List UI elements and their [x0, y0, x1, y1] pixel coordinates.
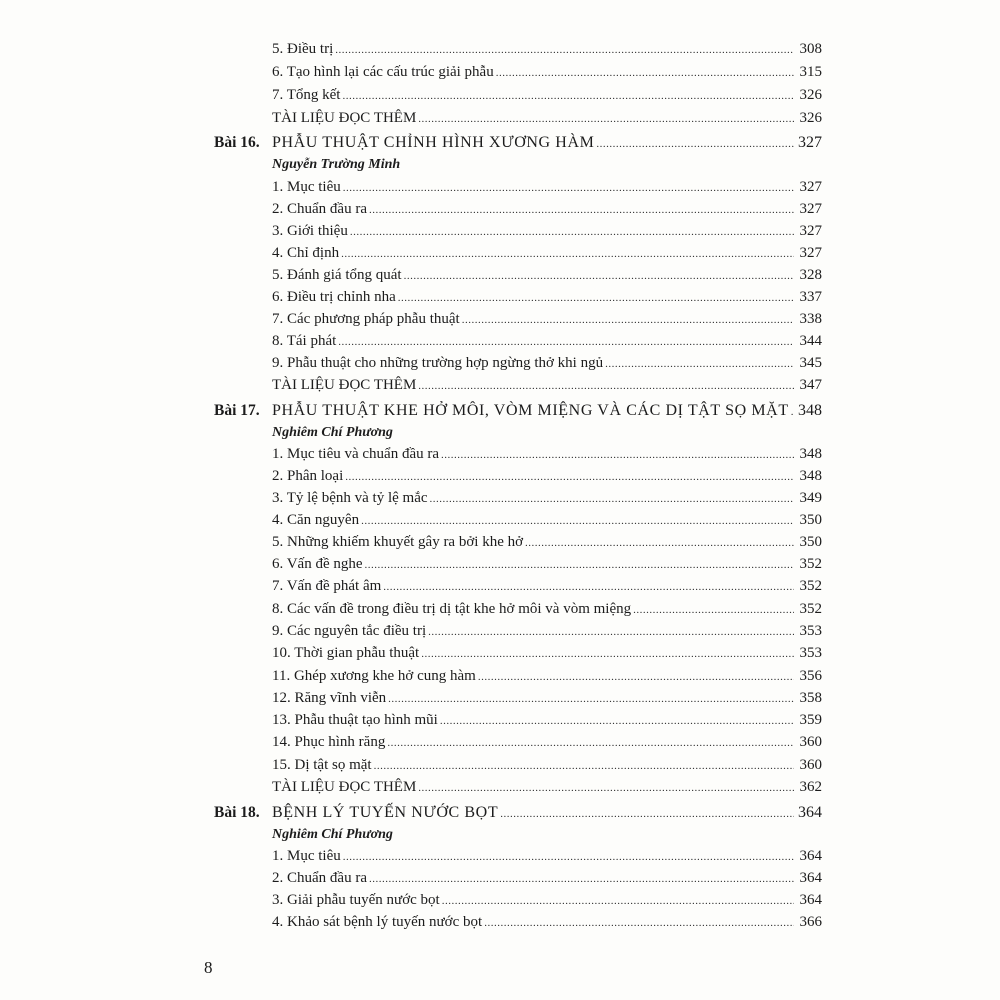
toc-entry[interactable]	[272, 711, 822, 730]
dot-leader	[369, 870, 794, 888]
dot-leader	[343, 179, 794, 197]
dot-leader	[365, 556, 794, 574]
toc-entry-title: 13. Phẫu thuật tạo hình mũi	[272, 712, 438, 728]
toc-entry-title: 2. Phân loại	[272, 468, 344, 484]
toc-entry-page: 350	[799, 534, 822, 550]
toc-entry[interactable]	[272, 489, 822, 508]
dot-leader	[605, 355, 794, 373]
toc-entry-page: 362	[799, 779, 822, 795]
toc-entry-title: 6. Vấn đề nghe	[272, 556, 363, 572]
toc-entry-title: 1. Mục tiêu	[272, 179, 341, 195]
dot-leader	[462, 311, 794, 329]
toc-entry-page: 326	[799, 110, 822, 126]
chapter-entry[interactable]	[272, 804, 822, 823]
toc-entry-title: 3. Giới thiệu	[272, 223, 348, 239]
dot-leader	[398, 289, 794, 307]
toc-entry-page: 315	[799, 64, 822, 80]
toc-entry[interactable]	[272, 891, 822, 910]
toc-entry-title: 7. Tổng kết	[272, 87, 341, 103]
toc-entry[interactable]	[272, 667, 822, 686]
dot-leader	[418, 779, 794, 797]
toc-entry-page: 356	[799, 668, 822, 684]
dot-leader	[596, 135, 794, 153]
dot-leader	[496, 64, 794, 82]
toc-entry[interactable]	[272, 288, 822, 307]
toc-entry-title: 4. Khảo sát bệnh lý tuyến nước bọt	[272, 914, 483, 930]
toc-entry-page: 352	[799, 578, 822, 594]
toc-entry-page: 352	[799, 556, 822, 572]
toc-entry-title: 5. Những khiếm khuyết gây ra bởi khe hở	[272, 534, 524, 550]
toc-entry-page: 328	[799, 267, 822, 283]
toc-entry-page: 360	[799, 757, 822, 773]
dot-leader	[430, 490, 794, 508]
toc-entry-page: 353	[799, 645, 822, 661]
toc-entry-title: 12. Răng vĩnh viễn	[272, 690, 387, 706]
toc-entry[interactable]	[272, 511, 822, 530]
chapter-title: BỆNH LÝ TUYẾN NƯỚC BỌT	[272, 804, 499, 821]
dot-leader	[633, 601, 794, 619]
toc-entry-title: 5. Đánh giá tổng quát	[272, 267, 402, 283]
chapter-entry[interactable]	[272, 134, 822, 153]
toc-entry-page: 364	[799, 848, 822, 864]
toc-entry[interactable]	[272, 689, 822, 708]
toc-entry-page: 349	[799, 490, 822, 506]
dot-leader	[478, 668, 794, 686]
chapter-label: Bài 16.	[214, 134, 260, 151]
dot-leader	[388, 690, 794, 708]
toc-entry[interactable]	[272, 376, 822, 395]
toc-entry-title: 4. Căn nguyên	[272, 512, 360, 528]
dot-leader	[500, 805, 794, 823]
chapter-page: 327	[798, 134, 822, 151]
toc-entry-title: 9. Phẫu thuật cho những trường hợp ngừng thở khi ngủ	[272, 355, 604, 371]
toc-entry-page: 359	[799, 712, 822, 728]
toc-entry[interactable]	[272, 913, 822, 932]
chapter-title: PHẪU THUẬT KHE HỞ MÔI, VÒM MIỆNG VÀ CÁC DỊ TẬT SỌ MẶT	[272, 402, 789, 419]
toc-entry[interactable]	[272, 533, 822, 552]
toc-entry[interactable]	[272, 644, 822, 663]
dot-leader	[341, 245, 794, 263]
toc-entry[interactable]	[272, 109, 822, 128]
toc-entry-title: 2. Chuẩn đầu ra	[272, 870, 367, 886]
toc-entry-page: 366	[799, 914, 822, 930]
toc-entry-title: 15. Dị tật sọ mặt	[272, 757, 372, 773]
toc-entry-title: 9. Các nguyên tắc điều trị	[272, 623, 427, 639]
toc-entry-page: 327	[799, 201, 822, 217]
dot-leader	[369, 201, 794, 219]
toc-entry[interactable]	[272, 63, 822, 82]
toc-entry-page: 337	[799, 289, 822, 305]
dot-leader	[418, 110, 794, 128]
toc-entry[interactable]	[272, 310, 822, 329]
dot-leader	[361, 512, 794, 530]
toc-entry[interactable]	[272, 778, 822, 797]
toc-entry[interactable]	[272, 354, 822, 373]
toc-entry-title: 10. Thời gian phẫu thuật	[272, 645, 420, 661]
toc-entry[interactable]	[272, 244, 822, 263]
toc-entry-page: 352	[799, 601, 822, 617]
toc-entry[interactable]	[272, 200, 822, 219]
toc-entry[interactable]	[272, 222, 822, 241]
dot-leader	[421, 645, 794, 663]
toc-entry-title: 11. Ghép xương khe hở cung hàm	[272, 668, 476, 684]
chapter-title: PHẪU THUẬT CHỈNH HÌNH XƯƠNG HÀM	[272, 134, 595, 151]
chapter-label: Bài 17.	[214, 402, 260, 419]
toc-entry-title: 1. Mục tiêu và chuẩn đầu ra	[272, 446, 440, 462]
toc-entry-page: 327	[799, 223, 822, 239]
toc-entry[interactable]	[272, 733, 822, 752]
toc-entry[interactable]	[272, 40, 822, 59]
toc-entry[interactable]	[272, 178, 822, 197]
toc-entry-title: 7. Các phương pháp phẫu thuật	[272, 311, 460, 327]
toc-entry-page: 348	[799, 446, 822, 462]
toc-entry[interactable]	[272, 266, 822, 285]
dot-leader	[442, 892, 794, 910]
toc-entry-title: 4. Chỉ định	[272, 245, 340, 261]
toc-entry-title: 8. Các vấn đề trong điều trị dị tật khe hở môi và vòm miệng	[272, 601, 632, 617]
dot-leader	[383, 578, 794, 596]
dot-leader	[418, 377, 794, 395]
chapter-author: Nguyễn Trường Minh	[272, 157, 401, 172]
toc-entry[interactable]	[272, 555, 822, 574]
dot-leader	[484, 914, 794, 932]
toc-entry[interactable]	[272, 622, 822, 641]
toc-entry-page: 308	[799, 41, 822, 57]
toc-entry-title: 2. Chuẩn đầu ra	[272, 201, 367, 217]
chapter-label: Bài 18.	[214, 804, 260, 821]
toc-entry-title: 6. Điều trị chỉnh nha	[272, 289, 396, 305]
toc-entry[interactable]	[272, 847, 822, 866]
toc-entry-title: 5. Điều trị	[272, 41, 334, 57]
dot-leader	[350, 223, 794, 241]
chapter-author: Nghiêm Chí Phương	[272, 827, 393, 842]
toc-entry-page: 345	[799, 355, 822, 371]
toc-entry[interactable]	[272, 600, 822, 619]
toc-entry-page: 348	[799, 468, 822, 484]
dot-leader	[440, 712, 794, 730]
toc-entry-title: TÀI LIỆU ĐỌC THÊM	[272, 110, 417, 126]
toc-entry-title: 3. Giải phẫu tuyến nước bọt	[272, 892, 440, 908]
toc-entry-page: 338	[799, 311, 822, 327]
dot-leader	[428, 623, 794, 641]
toc-entry-page: 358	[799, 690, 822, 706]
toc-entry-page: 327	[799, 245, 822, 261]
toc-entry-page: 326	[799, 87, 822, 103]
toc-entry-page: 350	[799, 512, 822, 528]
dot-leader	[338, 333, 794, 351]
toc-entry-title: TÀI LIỆU ĐỌC THÊM	[272, 377, 417, 393]
toc-entry-title: 8. Tái phát	[272, 333, 337, 349]
dot-leader	[342, 87, 794, 105]
toc-entry[interactable]	[272, 756, 822, 775]
toc-entry-title: 7. Vấn đề phát âm	[272, 578, 382, 594]
toc-entry[interactable]	[272, 86, 822, 105]
toc-entry-title: 14. Phục hình răng	[272, 734, 386, 750]
toc-entry-title: TÀI LIỆU ĐỌC THÊM	[272, 779, 417, 795]
toc-entry-title: 3. Tỷ lệ bệnh và tỷ lệ mắc	[272, 490, 428, 506]
toc-entry-page: 344	[799, 333, 822, 349]
chapter-page: 348	[798, 402, 822, 419]
toc-entry-page: 364	[799, 870, 822, 886]
toc-entry-page: 327	[799, 179, 822, 195]
page-number: 8	[204, 958, 213, 977]
toc-entry-title: 6. Tạo hình lại các cấu trúc giải phẫu	[272, 64, 494, 80]
chapter-entry[interactable]	[272, 402, 822, 421]
dot-leader	[404, 267, 794, 285]
dot-leader	[791, 403, 794, 421]
toc-entry-page: 364	[799, 892, 822, 908]
dot-leader	[374, 757, 794, 775]
dot-leader	[387, 734, 794, 752]
chapter-page: 364	[798, 804, 822, 821]
toc-entry-page: 347	[799, 377, 822, 393]
dot-leader	[441, 446, 794, 464]
toc-entry[interactable]	[272, 577, 822, 596]
toc-entry-title: 1. Mục tiêu	[272, 848, 341, 864]
chapter-author: Nghiêm Chí Phương	[272, 425, 393, 440]
toc-entry[interactable]	[272, 332, 822, 351]
toc-entry[interactable]	[272, 467, 822, 486]
toc-entry[interactable]	[272, 869, 822, 888]
toc-entry[interactable]	[272, 445, 822, 464]
dot-leader	[335, 41, 794, 59]
dot-leader	[345, 468, 794, 486]
dot-leader	[525, 534, 794, 552]
toc-entry-page: 353	[799, 623, 822, 639]
toc-entry-page: 360	[799, 734, 822, 750]
dot-leader	[343, 848, 794, 866]
